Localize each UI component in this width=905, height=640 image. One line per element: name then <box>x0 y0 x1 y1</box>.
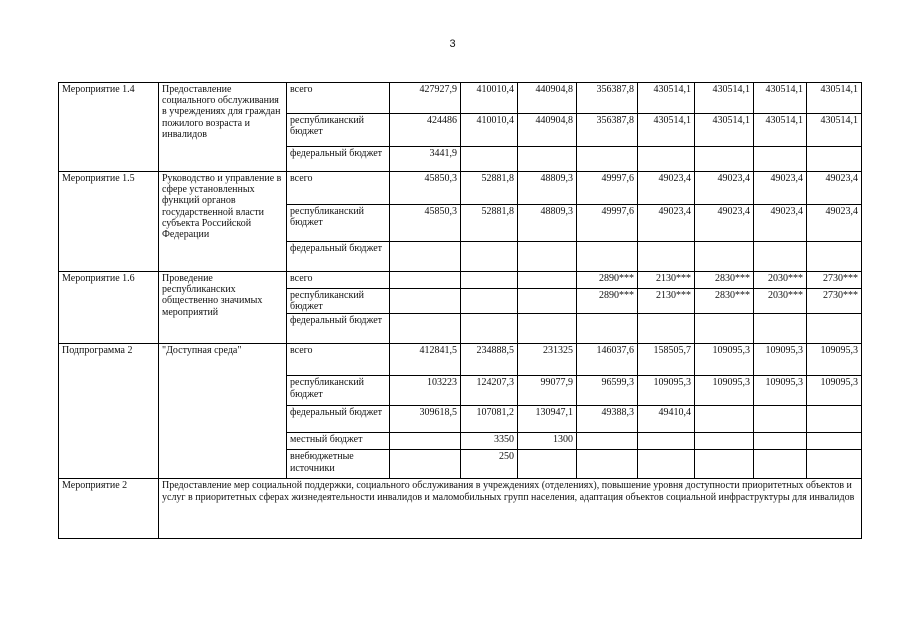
value-cell: 2890*** <box>577 289 638 314</box>
value-cell: 49023,4 <box>754 172 807 205</box>
value-cell: 124207,3 <box>461 376 518 406</box>
funding-source: федеральный бюджет <box>287 242 390 272</box>
value-cell <box>577 450 638 479</box>
value-cell <box>695 433 754 450</box>
value-cell: 52881,8 <box>461 205 518 242</box>
value-cell: 49023,4 <box>807 205 862 242</box>
value-cell: 48809,3 <box>518 205 577 242</box>
value-cell: 49023,4 <box>695 172 754 205</box>
value-cell <box>518 147 577 172</box>
value-cell: 231325 <box>518 344 577 376</box>
table-row <box>59 344 862 376</box>
value-cell: 430514,1 <box>638 114 695 147</box>
value-cell <box>390 433 461 450</box>
value-cell <box>518 242 577 272</box>
value-cell <box>461 314 518 344</box>
value-cell <box>638 433 695 450</box>
value-cell: 2130*** <box>638 272 695 289</box>
value-cell <box>461 289 518 314</box>
value-cell <box>807 147 862 172</box>
value-cell <box>390 289 461 314</box>
value-cell <box>807 433 862 450</box>
row-group-label: Мероприятие 1.4 <box>59 83 159 172</box>
value-cell: 356387,8 <box>577 114 638 147</box>
value-cell: 48809,3 <box>518 172 577 205</box>
value-cell: 430514,1 <box>807 114 862 147</box>
value-cell: 49023,4 <box>638 172 695 205</box>
value-cell <box>518 450 577 479</box>
value-cell: 2890*** <box>577 272 638 289</box>
row-title: Предоставление социального обслуживания в учреждениях для граждан пожилого возраста и инвалидов <box>159 83 287 172</box>
value-cell: 2030*** <box>754 289 807 314</box>
value-cell: 234888,5 <box>461 344 518 376</box>
value-cell: 158505,7 <box>638 344 695 376</box>
value-cell <box>807 406 862 433</box>
value-cell <box>754 406 807 433</box>
value-cell: 45850,3 <box>390 205 461 242</box>
funding-source: федеральный бюджет <box>287 406 390 433</box>
value-cell <box>390 314 461 344</box>
funding-source: федеральный бюджет <box>287 147 390 172</box>
value-cell: 103223 <box>390 376 461 406</box>
value-cell: 96599,3 <box>577 376 638 406</box>
funding-source: местный бюджет <box>287 433 390 450</box>
value-cell <box>807 314 862 344</box>
funding-source: всего <box>287 344 390 376</box>
value-cell <box>461 242 518 272</box>
value-cell <box>461 147 518 172</box>
funding-source: всего <box>287 272 390 289</box>
value-cell: 430514,1 <box>754 114 807 147</box>
value-cell <box>695 147 754 172</box>
value-cell <box>577 433 638 450</box>
funding-source: республиканский бюджет <box>287 114 390 147</box>
value-cell: 440904,8 <box>518 114 577 147</box>
value-cell: 440904,8 <box>518 83 577 114</box>
value-cell <box>807 242 862 272</box>
table-row <box>59 479 862 539</box>
value-cell <box>754 314 807 344</box>
value-cell: 412841,5 <box>390 344 461 376</box>
value-cell <box>390 450 461 479</box>
value-cell: 49023,4 <box>807 172 862 205</box>
row-group-label: Подпрограмма 2 <box>59 344 159 479</box>
value-cell <box>518 289 577 314</box>
row-group-label: Мероприятие 1.5 <box>59 172 159 272</box>
funding-source: республиканский бюджет <box>287 289 390 314</box>
value-cell <box>807 450 862 479</box>
value-cell <box>390 272 461 289</box>
table-row <box>59 83 862 114</box>
value-cell <box>390 242 461 272</box>
table-row <box>59 272 862 289</box>
value-cell: 109095,3 <box>807 376 862 406</box>
value-cell: 107081,2 <box>461 406 518 433</box>
value-cell: 49023,4 <box>638 205 695 242</box>
value-cell: 427927,9 <box>390 83 461 114</box>
value-cell <box>577 242 638 272</box>
value-cell: 2130*** <box>638 289 695 314</box>
funding-source: республиканский бюджет <box>287 376 390 406</box>
value-cell: 3441,9 <box>390 147 461 172</box>
row-title: "Доступная среда" <box>159 344 287 479</box>
value-cell: 109095,3 <box>807 344 862 376</box>
value-cell: 49997,6 <box>577 172 638 205</box>
value-cell: 2730*** <box>807 289 862 314</box>
value-cell: 424486 <box>390 114 461 147</box>
value-cell: 130947,1 <box>518 406 577 433</box>
budget-table <box>58 82 862 539</box>
value-cell: 99077,9 <box>518 376 577 406</box>
value-cell: 2830*** <box>695 272 754 289</box>
value-cell: 45850,3 <box>390 172 461 205</box>
value-cell <box>577 147 638 172</box>
value-cell: 2830*** <box>695 289 754 314</box>
page-number: 3 <box>449 38 456 50</box>
value-cell: 49997,6 <box>577 205 638 242</box>
row-title: Руководство и управление в сфере установленных функций органов государственной власти субъекта Российской Федерации <box>159 172 287 272</box>
value-cell: 109095,3 <box>695 344 754 376</box>
value-cell <box>754 147 807 172</box>
value-cell: 410010,4 <box>461 83 518 114</box>
value-cell: 1300 <box>518 433 577 450</box>
table-row <box>59 172 862 205</box>
funding-source: внебюджетные источники <box>287 450 390 479</box>
value-cell <box>638 242 695 272</box>
value-cell: 410010,4 <box>461 114 518 147</box>
value-cell: 52881,8 <box>461 172 518 205</box>
value-cell <box>577 314 638 344</box>
value-cell <box>461 272 518 289</box>
row-group-label: Мероприятие 1.6 <box>59 272 159 344</box>
value-cell: 49410,4 <box>638 406 695 433</box>
value-cell: 250 <box>461 450 518 479</box>
value-cell: 430514,1 <box>638 83 695 114</box>
value-cell: 3350 <box>461 433 518 450</box>
value-cell <box>695 242 754 272</box>
value-cell: 430514,1 <box>695 114 754 147</box>
value-cell: 430514,1 <box>807 83 862 114</box>
value-cell: 2730*** <box>807 272 862 289</box>
value-cell: 49023,4 <box>695 205 754 242</box>
value-cell <box>754 450 807 479</box>
value-cell: 109095,3 <box>754 344 807 376</box>
value-cell <box>695 450 754 479</box>
value-cell <box>638 314 695 344</box>
value-cell <box>638 450 695 479</box>
value-cell <box>638 147 695 172</box>
activity-description: Предоставление мер социальной поддержки, социального обслуживания в учреждениях (отделениях), повышение уровня доступности приоритетных объектов и услуг в приоритетных сферах жизнедеятельности инвалидов и маломобильных групп населения, адаптация объектов социальной инфраструктуры для инвалидов <box>159 479 862 539</box>
value-cell <box>518 272 577 289</box>
funding-source: федеральный бюджет <box>287 314 390 344</box>
value-cell: 146037,6 <box>577 344 638 376</box>
value-cell <box>695 406 754 433</box>
value-cell: 109095,3 <box>638 376 695 406</box>
value-cell: 2030*** <box>754 272 807 289</box>
value-cell: 430514,1 <box>695 83 754 114</box>
row-title: Проведение республиканских общественно значимых мероприятий <box>159 272 287 344</box>
funding-source: всего <box>287 172 390 205</box>
value-cell <box>518 314 577 344</box>
value-cell <box>695 314 754 344</box>
value-cell: 309618,5 <box>390 406 461 433</box>
value-cell <box>754 242 807 272</box>
value-cell: 356387,8 <box>577 83 638 114</box>
funding-source: республиканский бюджет <box>287 205 390 242</box>
value-cell: 430514,1 <box>754 83 807 114</box>
value-cell <box>754 433 807 450</box>
funding-source: всего <box>287 83 390 114</box>
value-cell: 109095,3 <box>695 376 754 406</box>
row-group-label: Мероприятие 2 <box>59 479 159 539</box>
value-cell: 49388,3 <box>577 406 638 433</box>
value-cell: 109095,3 <box>754 376 807 406</box>
value-cell: 49023,4 <box>754 205 807 242</box>
